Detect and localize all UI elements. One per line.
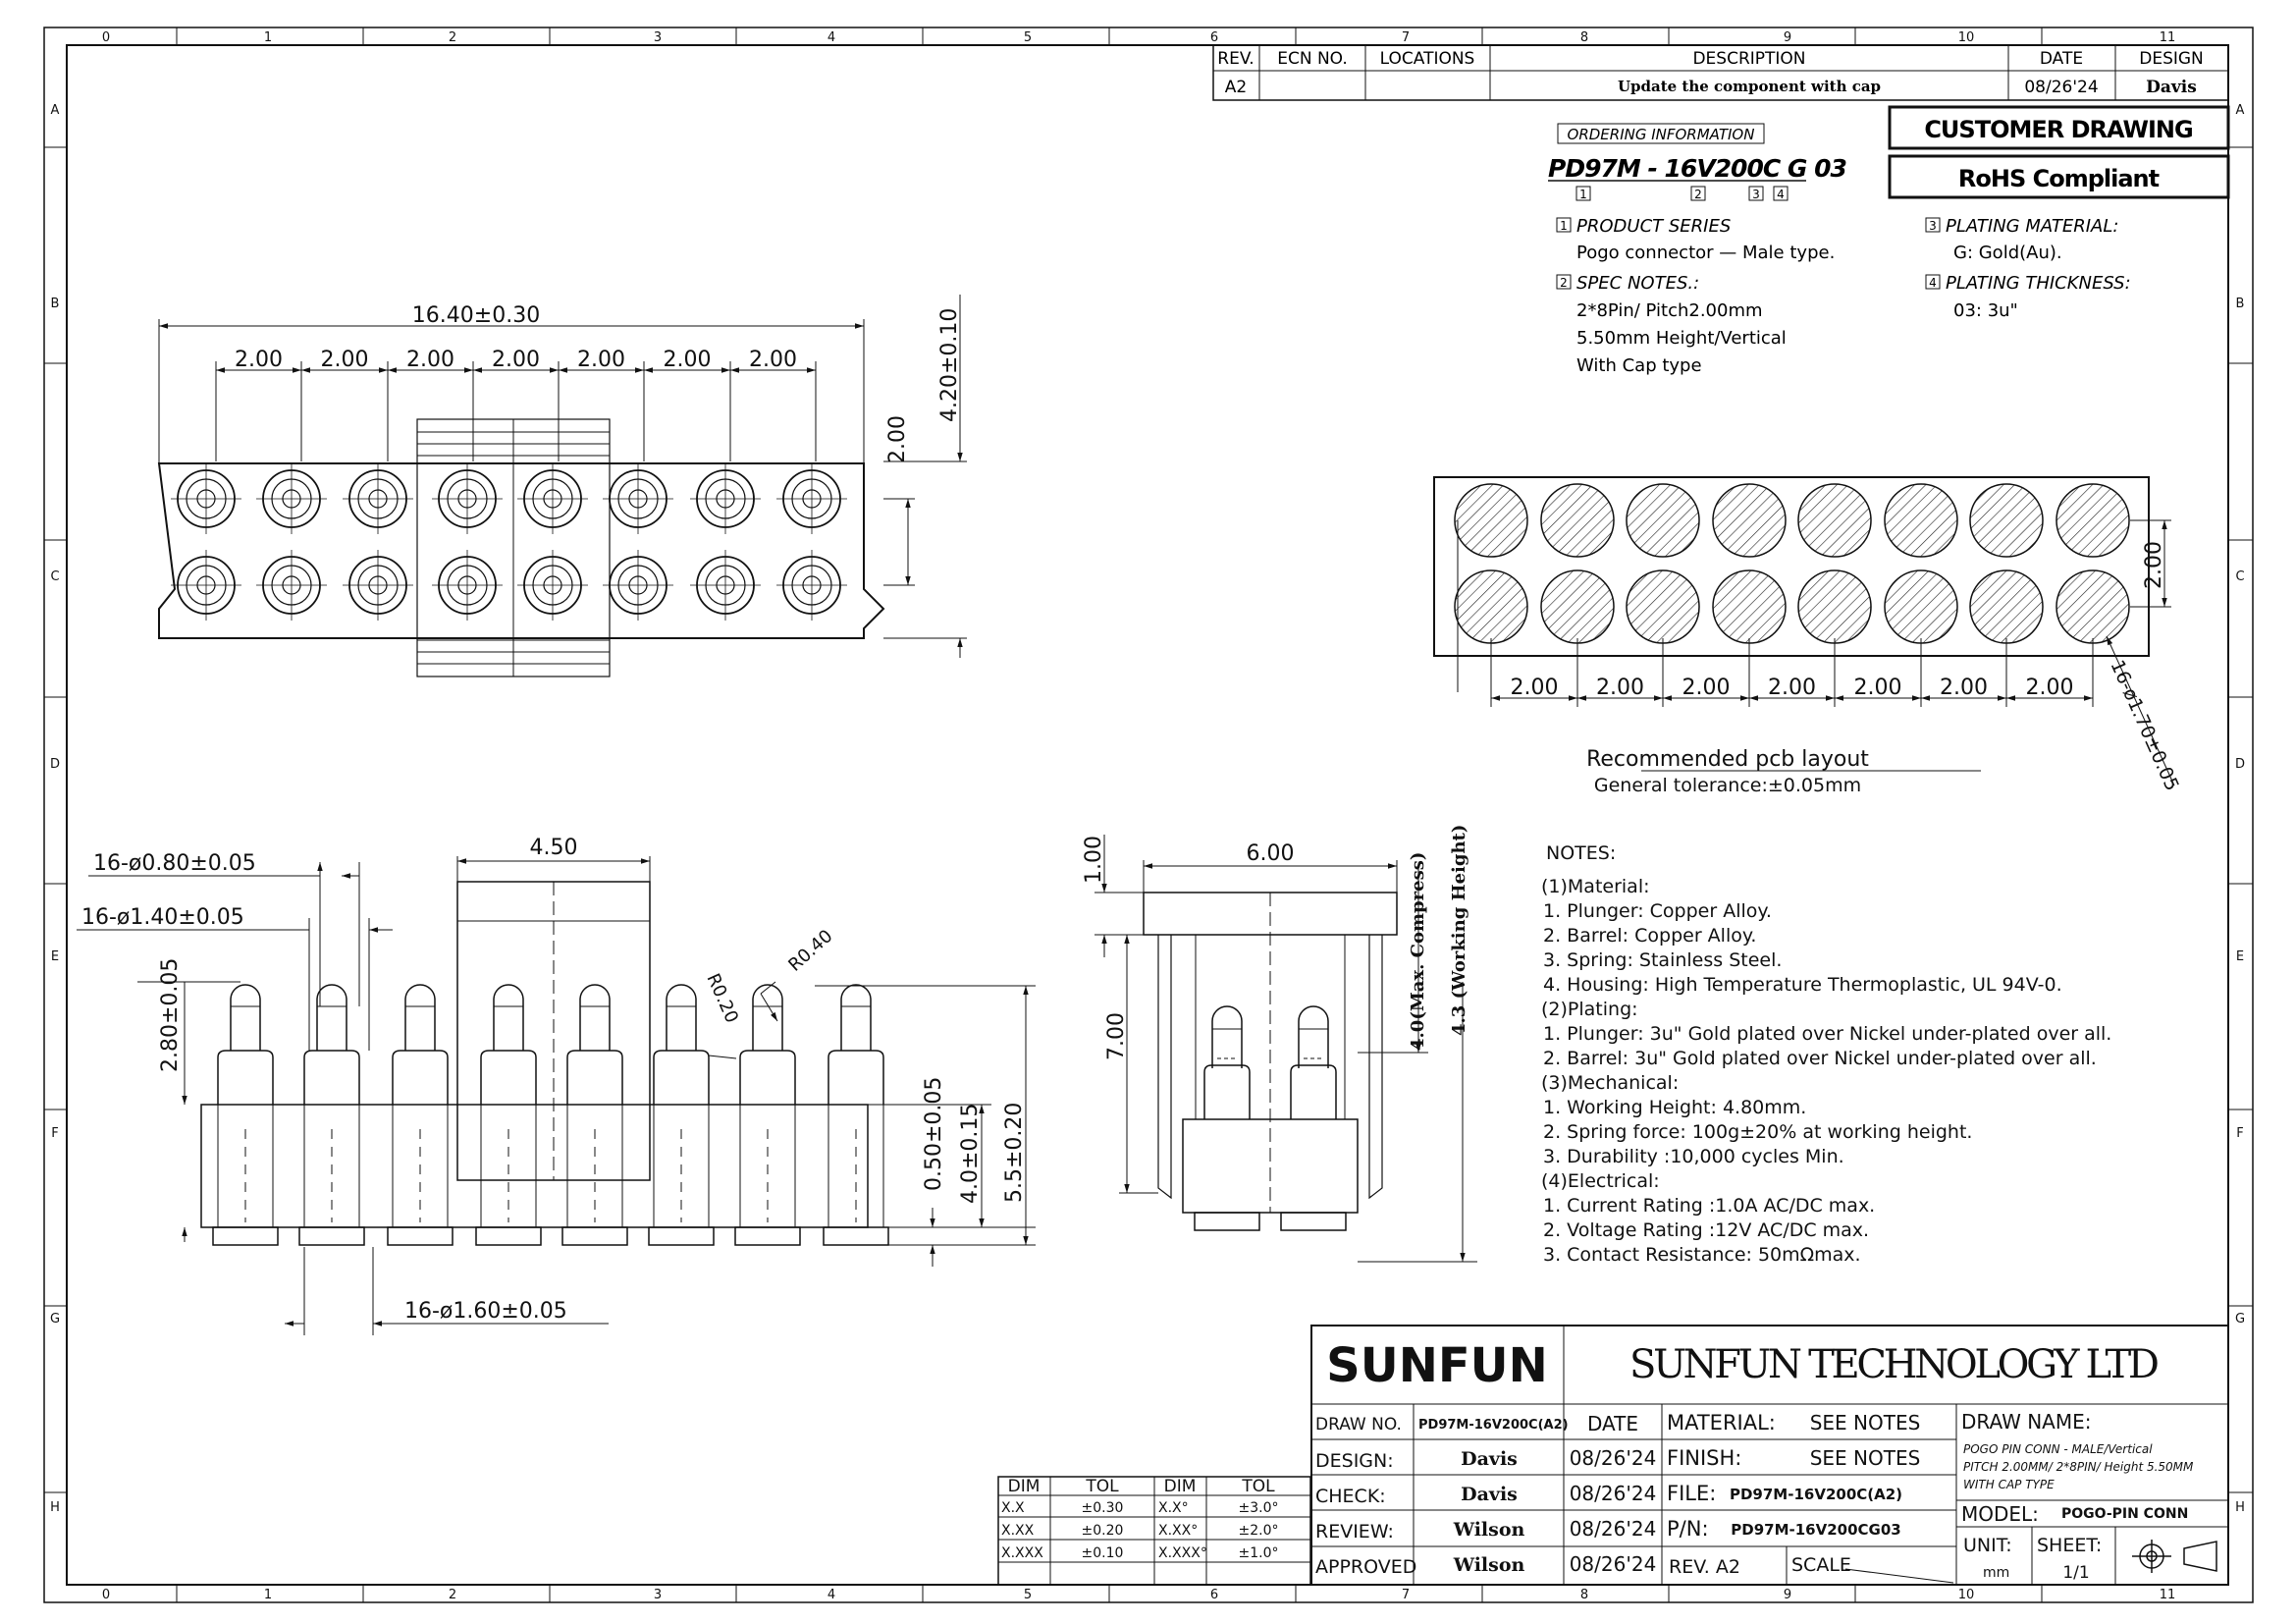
product-series-head: PRODUCT SERIES [1576, 216, 1732, 237]
grid-col-label: 9 [1783, 1588, 1792, 1602]
grid-col-label: 2 [448, 1588, 457, 1602]
r1-label: R0.20 [702, 970, 743, 1027]
rohs-label: RoHS Compliant [1957, 165, 2160, 192]
tip-height-label: 2.80±0.05 [158, 957, 183, 1072]
rev-header: REV. [1217, 49, 1255, 69]
pcb-hole [1713, 570, 1786, 643]
marker-2: 2 [1694, 188, 1702, 201]
plunger [580, 985, 610, 1051]
tolerance-table [998, 1477, 1310, 1585]
tol-header-tol-1: TOL [1086, 1477, 1119, 1496]
barrel-tail [824, 1227, 888, 1245]
grid-col-label: 4 [827, 30, 836, 45]
draw-no-value: PD97M-16V200C(A2) [1418, 1418, 1569, 1433]
overall-length-label: 16.40±0.30 [411, 303, 541, 328]
barrel-tail [388, 1227, 453, 1245]
marker-1: 1 [1579, 188, 1587, 201]
notes-item: 2. Barrel: Copper Alloy. [1543, 925, 1757, 947]
grid-col-label: 8 [1579, 30, 1589, 45]
grid-col-label: 3 [653, 30, 663, 45]
approval-name: Wilson [1453, 1554, 1525, 1576]
grid-col-label: 7 [1401, 30, 1411, 45]
title-block [1311, 1326, 2228, 1585]
grid-col-label: 1 [263, 1588, 273, 1602]
grid-row-label: C [2235, 569, 2245, 584]
draw-name-line-3: WITH CAP TYPE [1963, 1478, 2055, 1491]
locations-header: LOCATIONS [1379, 49, 1475, 69]
notes-block [1541, 842, 2111, 1266]
material-label: MATERIAL: [1667, 1411, 1776, 1435]
pcb-hole [1713, 484, 1786, 557]
tolerance-rows [1001, 1500, 1279, 1561]
pcb-pitch-label: 2.00 [1853, 676, 1902, 700]
plunger [841, 985, 871, 1051]
model-value: POGO-PIN CONN [2061, 1506, 2189, 1522]
notes-item: 1. Working Height: 4.80mm. [1543, 1097, 1807, 1118]
plating-thickness-head: PLATING THICKNESS: [1946, 273, 2131, 294]
pcb-pitch-dims [1491, 638, 2093, 707]
barrel [393, 1051, 448, 1105]
pcb-outline [1434, 477, 2149, 656]
grid-col-label: 10 [1957, 30, 1975, 45]
barrel [654, 1051, 709, 1105]
barrel-tail [476, 1227, 541, 1245]
tolerance-cell: ±0.20 [1081, 1523, 1124, 1539]
tol-header-tol-2: TOL [1242, 1477, 1275, 1496]
file-value: PD97M-16V200C(A2) [1729, 1486, 1903, 1503]
pcb-pitch-label: 2.00 [1596, 676, 1644, 700]
finish-label: FINISH: [1667, 1446, 1742, 1470]
front-view-pins [213, 985, 888, 1245]
h3-label: 5.5±0.20 [1002, 1102, 1027, 1203]
design-value: Davis [2146, 78, 2197, 97]
approval-label: DESIGN: [1315, 1450, 1394, 1472]
notes-section-head: (4)Electrical: [1541, 1170, 1660, 1192]
finish-value: SEE NOTES [1809, 1446, 1921, 1470]
pcb-hole [1455, 570, 1527, 643]
ecn-header: ECN NO. [1277, 49, 1348, 69]
pcb-holes [1455, 484, 2129, 643]
date-header: DATE [2039, 49, 2084, 69]
pcb-pitch-label: 2.00 [1510, 676, 1559, 700]
grid-col-label: 6 [1209, 1588, 1219, 1602]
approval-name: Davis [1461, 1448, 1518, 1470]
plating-material-head: PLATING MATERIAL: [1946, 216, 2119, 237]
pitch-label: 2.00 [492, 348, 540, 372]
right-num-4: 4 [1929, 276, 1937, 290]
plunger [231, 985, 260, 1051]
notes-section-head: (2)Plating: [1541, 999, 1638, 1020]
cap-width-label: 4.50 [529, 836, 578, 860]
grid-row-label: C [50, 569, 60, 584]
pcb-row-pitch-label: 2.00 [2142, 541, 2166, 589]
grid-col-label: 2 [448, 30, 457, 45]
working-height-label: 4.3 (Working Height) [1449, 824, 1469, 1036]
sheet-value: 1/1 [2062, 1563, 2090, 1583]
right-num-3: 3 [1929, 219, 1937, 233]
side-view [1082, 825, 1477, 1262]
grid-row-label: B [50, 297, 60, 311]
pcb-hole [1885, 570, 1957, 643]
draw-name-label: DRAW NAME: [1961, 1410, 2092, 1434]
grid-row-label: E [50, 949, 60, 964]
marker-4: 4 [1777, 188, 1785, 201]
pcb-tolerance: General tolerance:±0.05mm [1593, 775, 1862, 796]
draw-no-label: DRAW NO. [1315, 1415, 1402, 1435]
approval-name: Wilson [1453, 1519, 1525, 1541]
pcb-pitch-label: 2.00 [2025, 676, 2074, 700]
grid-row-label: E [2235, 949, 2245, 964]
grid-row-label: H [2235, 1500, 2245, 1515]
grid-col-label: 6 [1209, 30, 1219, 45]
barrel [567, 1051, 622, 1105]
sheet-label: SHEET: [2037, 1535, 2103, 1556]
pn-value: PD97M-16V200CG03 [1731, 1521, 1901, 1539]
unit-value: mm [1983, 1565, 2010, 1581]
barrel [218, 1051, 273, 1105]
barrel [481, 1051, 536, 1105]
top-row-pitch-label: 2.00 [885, 415, 910, 463]
notes-title: NOTES: [1546, 842, 1617, 864]
marker-3: 3 [1752, 188, 1760, 201]
notes-item: 1. Current Rating :1.0A AC/DC max. [1543, 1195, 1876, 1217]
top-view-housing [159, 463, 883, 638]
projection-symbol-icon [2132, 1540, 2216, 1573]
plunger [494, 985, 523, 1051]
plunger [405, 985, 435, 1051]
scale-label: SCALE [1791, 1554, 1851, 1576]
material-value: SEE NOTES [1809, 1411, 1921, 1435]
notes-item: 2. Spring force: 100g±20% at working height. [1543, 1121, 1973, 1143]
height-tol-label: 4.20±0.10 [937, 307, 962, 422]
d1-label: 16-ø0.80±0.05 [93, 851, 256, 876]
tolerance-cell: ±0.10 [1081, 1545, 1124, 1561]
pitch-label: 2.00 [320, 348, 369, 372]
grid-row-label: B [2235, 297, 2245, 311]
description-value: Update the component with cap [1617, 78, 1882, 95]
grid-col-label: 10 [1957, 1588, 1975, 1602]
file-label: FILE: [1667, 1482, 1717, 1505]
h2-label: 4.0±0.15 [958, 1103, 983, 1204]
grid-row-label: A [50, 103, 60, 118]
r2-label: R0.40 [784, 925, 837, 976]
pcb-hole [2056, 484, 2129, 557]
pcb-hole [1627, 484, 1699, 557]
grid-row-label: A [2235, 103, 2245, 118]
notes-item: 3. Spring: Stainless Steel. [1543, 949, 1783, 971]
pcb-hole [1627, 570, 1699, 643]
customer-drawing-badge [1890, 107, 2228, 148]
side-barrel [1291, 1065, 1336, 1119]
side-plunger [1212, 1006, 1242, 1068]
side-barrel [1204, 1065, 1250, 1119]
grid-col-label: 0 [101, 1588, 111, 1602]
barrel-tail [562, 1227, 627, 1245]
spec-line-2: 5.50mm Height/Vertical [1576, 328, 1787, 349]
approval-label: APPROVED [1315, 1556, 1417, 1578]
unit-label: UNIT: [1963, 1535, 2012, 1556]
grid-col-label: 11 [2159, 1588, 2176, 1602]
barrel [304, 1051, 359, 1105]
draw-name-line-2: PITCH 2.00MM/ 2*8PIN/ Height 5.50MM [1963, 1460, 2194, 1474]
rev-label: REV. A2 [1669, 1556, 1740, 1578]
tolerance-cell: X.XXX [1001, 1545, 1043, 1561]
pcb-hole [1455, 484, 1527, 557]
description-header: DESCRIPTION [1692, 49, 1806, 69]
tolerance-cell: ±1.0° [1238, 1545, 1279, 1561]
grid-row-label: F [2236, 1126, 2244, 1141]
barrel [828, 1051, 883, 1105]
tolerance-cell: X.X° [1158, 1500, 1189, 1516]
tol-header-dim-2: DIM [1163, 1477, 1197, 1496]
pcb-hole [1970, 570, 2043, 643]
notes-section-head: (3)Mechanical: [1541, 1072, 1680, 1094]
pcb-hole [2056, 570, 2129, 643]
pcb-pitch-label: 2.00 [1682, 676, 1731, 700]
pcb-pitch-label: 2.00 [1940, 676, 1988, 700]
grid-row-label: F [51, 1126, 59, 1141]
pcb-hole [1541, 570, 1614, 643]
barrel-tail [213, 1227, 278, 1245]
company-name: SUNFUN TECHNOLOGY LTD [1629, 1342, 2160, 1387]
pcb-hole [1541, 484, 1614, 557]
rev-value: A2 [1224, 78, 1248, 97]
sunfun-logo: SUNFUN [1326, 1338, 1548, 1393]
max-compress-label: 4.0(Max. Compress) [1408, 851, 1428, 1051]
approval-label: CHECK: [1315, 1486, 1386, 1507]
grid-col-label: 0 [101, 30, 111, 45]
ordering-title: ORDERING INFORMATION [1567, 126, 1755, 143]
side-barrel-tail [1195, 1213, 1259, 1230]
grid-col-label: 9 [1783, 30, 1792, 45]
spec-line-3: With Cap type [1576, 355, 1702, 376]
grid-col-label: 5 [1023, 1588, 1033, 1602]
notes-section-head: (1)Material: [1541, 876, 1650, 897]
pn-label: P/N: [1667, 1517, 1709, 1541]
revision-block [1213, 45, 2228, 100]
pitch-label: 2.00 [749, 348, 797, 372]
barrel-tail [649, 1227, 714, 1245]
tolerance-cell: ±2.0° [1238, 1523, 1279, 1539]
tolerance-cell: X.XX [1001, 1523, 1035, 1539]
body-height-label: 7.00 [1104, 1012, 1129, 1060]
rohs-badge [1890, 156, 2228, 197]
side-plunger [1299, 1006, 1328, 1068]
notes-item: 4. Housing: High Temperature Thermoplastic, UL 94V-0. [1543, 974, 2062, 996]
pitch-label: 2.00 [406, 348, 454, 372]
plating-thickness-line: 03: 3u" [1953, 300, 2018, 321]
top-view [159, 295, 967, 677]
approval-rows [1315, 1446, 1656, 1578]
left-num-1: 1 [1560, 219, 1568, 233]
approval-date: 08/26'24 [1569, 1446, 1657, 1470]
pitch-label: 2.00 [663, 348, 712, 372]
grid-col-label: 4 [827, 1588, 836, 1602]
approval-date: 08/26'24 [1569, 1482, 1657, 1505]
design-header: DESIGN [2139, 49, 2204, 69]
pitch-label: 2.00 [577, 348, 625, 372]
pcb-hole [1970, 484, 2043, 557]
approval-date: 08/26'24 [1569, 1552, 1657, 1576]
grid-col-label: 7 [1401, 1588, 1411, 1602]
grid-col-label: 5 [1023, 30, 1033, 45]
customer-drawing-label: CUSTOMER DRAWING [1924, 116, 2193, 143]
spec-notes-head: SPEC NOTES.: [1576, 273, 1700, 294]
notes-item: 1. Plunger: Copper Alloy. [1543, 900, 1772, 922]
side-barrel-tail [1281, 1213, 1346, 1230]
product-series-line: Pogo connector — Male type. [1576, 243, 1836, 263]
tolerance-cell: ±0.30 [1081, 1500, 1124, 1516]
spec-line-1: 2*8Pin/ Pitch2.00mm [1576, 300, 1763, 321]
notes-item: 1. Plunger: 3u" Gold plated over Nickel under-plated over all. [1543, 1023, 2112, 1045]
grid-col-label: 3 [653, 1588, 663, 1602]
left-num-2: 2 [1560, 276, 1568, 290]
cap-thick-label: 1.00 [1082, 836, 1106, 884]
top-view-pitch-dims [216, 348, 816, 461]
grid-row-label: H [50, 1500, 60, 1515]
approval-name: Davis [1461, 1484, 1518, 1505]
tol-header-dim-1: DIM [1007, 1477, 1041, 1496]
pitch-label: 2.00 [235, 348, 283, 372]
grid-row-label: G [49, 1312, 61, 1326]
model-label: MODEL: [1961, 1502, 2039, 1526]
grid-col-label: 1 [263, 30, 273, 45]
tolerance-cell: ±3.0° [1238, 1500, 1279, 1516]
notes-item: 2. Voltage Rating :12V AC/DC max. [1543, 1219, 1870, 1241]
plating-material-line: G: Gold(Au). [1953, 243, 2062, 263]
pcb-hole [1798, 570, 1871, 643]
date-label: DATE [1586, 1412, 1639, 1435]
grid-col-label: 8 [1579, 1588, 1589, 1602]
grid-col-label: 11 [2159, 30, 2176, 45]
approval-label: REVIEW: [1315, 1521, 1394, 1543]
ordering-information [1548, 124, 2131, 376]
pcb-hole-callout: 16-ø1.70±0.05 [2106, 657, 2183, 794]
d2-label: 16-ø1.40±0.05 [81, 905, 244, 930]
grid-row-label: D [2234, 757, 2246, 772]
pcb-hole [1885, 484, 1957, 557]
tolerance-cell: X.XXX° [1158, 1545, 1207, 1561]
plunger [317, 985, 347, 1051]
pcb-caption: Recommended pcb layout [1586, 747, 1869, 772]
grid-row-label: D [49, 757, 61, 772]
plunger [753, 985, 782, 1051]
front-view [77, 836, 1036, 1335]
pcb-hole [1798, 484, 1871, 557]
barrel-tail [735, 1227, 800, 1245]
notes-item: 3. Contact Resistance: 50mΩmax. [1543, 1244, 1861, 1266]
date-value: 08/26'24 [2024, 78, 2099, 97]
side-width-label: 6.00 [1246, 841, 1295, 866]
draw-name-line-1: POGO PIN CONN - MALE/Vertical [1963, 1442, 2153, 1456]
barrel-tail [299, 1227, 364, 1245]
tolerance-cell: X.X [1001, 1500, 1025, 1516]
pcb-layout [1434, 477, 2183, 796]
plunger [667, 985, 696, 1051]
approval-date: 08/26'24 [1569, 1517, 1657, 1541]
tolerance-cell: X.XX° [1158, 1523, 1199, 1539]
notes-item: 2. Barrel: 3u" Gold plated over Nickel under-plated over all. [1543, 1048, 2097, 1069]
top-view-pins [171, 463, 847, 621]
h1-label: 0.50±0.05 [922, 1076, 946, 1191]
notes-item: 3. Durability :10,000 cycles Min. [1543, 1146, 1844, 1167]
barrel [740, 1051, 795, 1105]
d3-label: 16-ø1.60±0.05 [404, 1299, 567, 1324]
grid-row-label: G [2234, 1312, 2246, 1326]
pcb-pitch-label: 2.00 [1768, 676, 1816, 700]
part-code: PD97M - 16V200C G 03 [1548, 154, 1846, 183]
